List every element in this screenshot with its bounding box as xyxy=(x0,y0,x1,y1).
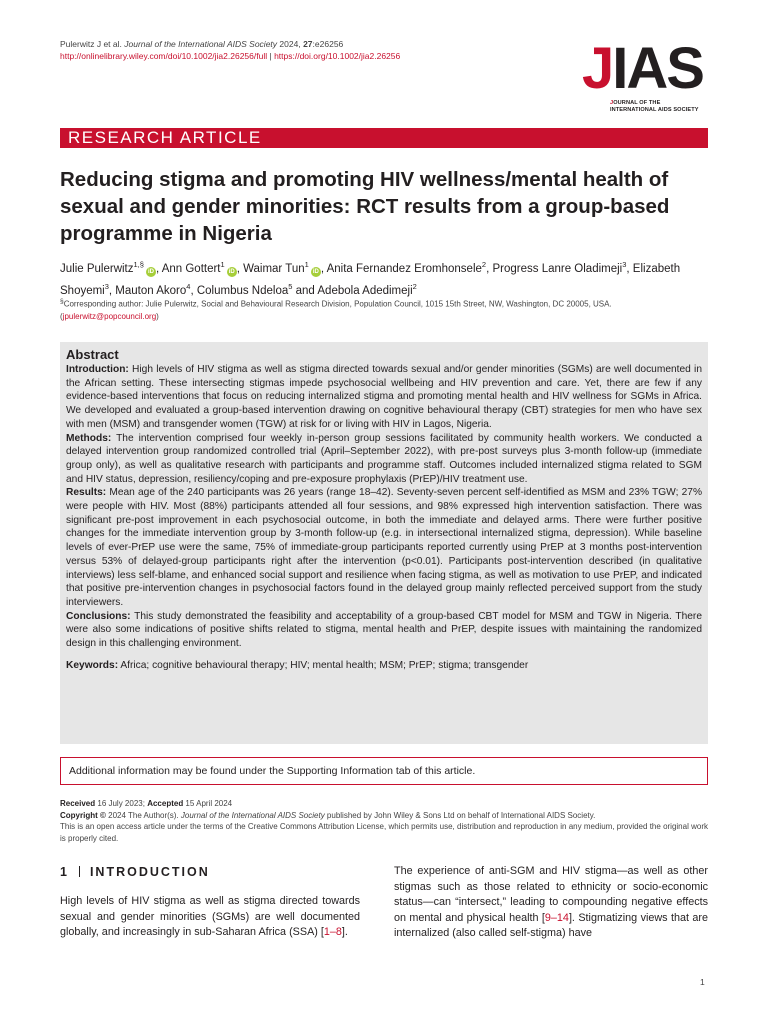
orcid-icon[interactable]: iD xyxy=(312,268,319,275)
abstract-keywords: Keywords: Africa; cognitive behavioural therapy; HIV; mental health; MSM; PrEP; stigma; transgender xyxy=(66,659,529,671)
page-number: 1 xyxy=(700,977,705,987)
email-link[interactable]: jpulerwitz@popcouncil.org xyxy=(62,311,157,321)
corresponding-author: §Corresponding author: Julie Pulerwitz, Social and Behavioural Research Division, Population Council, 1015 15th Street, NW, Washington, DC 20005, USA. (jpulerwitz@popcouncil.org) xyxy=(60,298,612,321)
cite-volume: 27 xyxy=(303,39,313,49)
logo-mark: JIAS xyxy=(582,36,703,101)
jias-logo xyxy=(582,36,708,120)
orcid-icon[interactable]: iD xyxy=(228,268,235,275)
logo-subtitle: JOURNAL OF THE INTERNATIONAL AIDS SOCIETY xyxy=(610,100,699,113)
abstract-conclusions: Conclusions: This study demonstrated the feasibility and acceptability of a group-based CBT model for MSM and TGW in Nigeria. There were also some indications of positive shifts related to stigma, mental health and PrEP, despite issues with maintaining the randomized design in this challenging environment. xyxy=(66,610,702,650)
abstract-box xyxy=(60,342,708,744)
orcid-icon[interactable]: iD xyxy=(147,268,154,275)
article-type-banner xyxy=(60,128,708,148)
intro-paragraph: High levels of HIV stigma as well as stigma directed towards sexual and gender minorities (SGMs) are well documented globally, and increasingly in sub-Saharan Africa (SSA) [1–8]. xyxy=(60,895,360,938)
abstract-results: Results: Mean age of the 240 participants was 26 years (range 18–42). Seventy-seven percent self-identified as MSM and 23% TGW; 27% were people with HIV. Most (88%) participants attended all four sessions, and 98% expressed high intervention satisfaction. There was significant pre-post improvement in each psychosocial outcome, in both the immediate and delayed arms. There were further positive changes for the immediate intervention group by 3-month follow-up (e.g. in intersectional internalized stigma, depression). While baseline levels of ever-PrEP use were the same, 75% of immediate-group participants reported currently using PrEP at 3 months post-intervention versus 53% of delayed-group participants right after the intervention (p<0.01). Participants post-intervention described (in qualitative interviews) less self-blame, and enhanced social support and resilience when facing stigma, as well as motivation to use PrEP, and indicated that positive pre-intervention changes in psychosocial factors found in the delayed group mainly reflected perceived support from the study interviewers. xyxy=(66,487,702,608)
license-text: This is an open access article under the terms of the Creative Commons Attribution License, which permits use, distribution and reproduction in any medium, provided the original work is properly cited. xyxy=(60,822,708,843)
section-heading: 1 INTRODUCTION xyxy=(60,865,210,879)
abstract-introduction: Introduction: High levels of HIV stigma as well as stigma directed towards sexual and/or gender minorities (SGMs) are well documented in the African setting. These intersecting stigmas impede psychosocial wellbeing and HIV prevention and care. Yet, there are few if any evidence-based interventions that focus on reducing internalized stigma and promoting mental health and HIV wellness for SGMs in Africa. We developed and evaluated a group-based intervention drawing on cognitive behavioural therapy (CBT) strategies for men who have sex with men (MSM) and transgender women (TGW) at risk for or living with HIV in Lagos, Nigeria. xyxy=(66,364,702,430)
wiley-link[interactable]: http://onlinelibrary.wiley.com/doi/10.1002/jia2.26256/full xyxy=(60,51,268,61)
right-column: The experience of anti-SGM and HIV stigma—as well as other stigmas such as those related to ethnicity or socio-economic status—can “intersect,” leading to compounding negative effects on mental and physical health [9–14]. Stigmatizing views that are internalized (also called self-stigma) have xyxy=(394,865,708,939)
article-dates: Received 16 July 2023; Accepted 15 April 2024 Copyright © 2024 The Author(s). Journal of the International AIDS Society published by John Wiley & Sons Ltd on behalf of International AIDS Society. This is an open access article under the terms of the Creative Commons Attribution License, which permits use, distribution and reproduction in any medium, provided the original work is properly cited. xyxy=(60,799,708,843)
left-column xyxy=(60,864,360,941)
abstract-methods: Methods: The intervention comprised four weekly in-person group sessions facilitated by community health workers. We conducted a delayed intervention group randomized controlled trial (April–September 2022), with pre-post surveys plus 3-month follow-up (immediate group only), as well as qualitative research with participants and programme staff. Outcomes included internalized stigma related to SGM and HIV status, depression, resiliency/coping and pre-exposure prophylaxis (PrEP)/HIV treatment use. xyxy=(66,432,702,485)
cite-authors: Pulerwitz J et al. xyxy=(60,39,122,49)
reference-link[interactable]: 9–14 xyxy=(544,911,569,924)
link-separator: | xyxy=(267,51,275,61)
article-title: Reducing stigma and promoting HIV wellness/mental health of sexual and gender minorities: RCT results from a group-based programme in Nigeria xyxy=(60,168,670,245)
abstract-heading: Abstract xyxy=(66,347,119,362)
cite-year: 2024, xyxy=(279,39,301,49)
author-list: Julie Pulerwitz$^{1,\S}$iD , Ann Gottert$^1$iD , Waimar Tun$^1$iD , Anita Fernandez Eromhonsele$^2$, Progress Lanre Oladimeji$^3$, Elizabeth Shoyemi$^3$, Mauton Akoro$^4$, Columbus Ndeloa$^5$ and Adebola Adedimeji$^2$ xyxy=(60,260,681,297)
reference-link[interactable]: 1–8 xyxy=(323,926,342,938)
cite-journal: Journal of the International AIDS Society xyxy=(124,39,278,49)
doi-link[interactable]: https://doi.org/10.1002/jia2.26256 xyxy=(274,51,401,61)
citation-header xyxy=(60,38,400,62)
article-type-label: RESEARCH ARTICLE xyxy=(68,128,262,147)
supporting-info-box: Additional information may be found under the Supporting Information tab of this article. xyxy=(60,757,708,785)
cite-article: :e26256 xyxy=(312,39,344,49)
